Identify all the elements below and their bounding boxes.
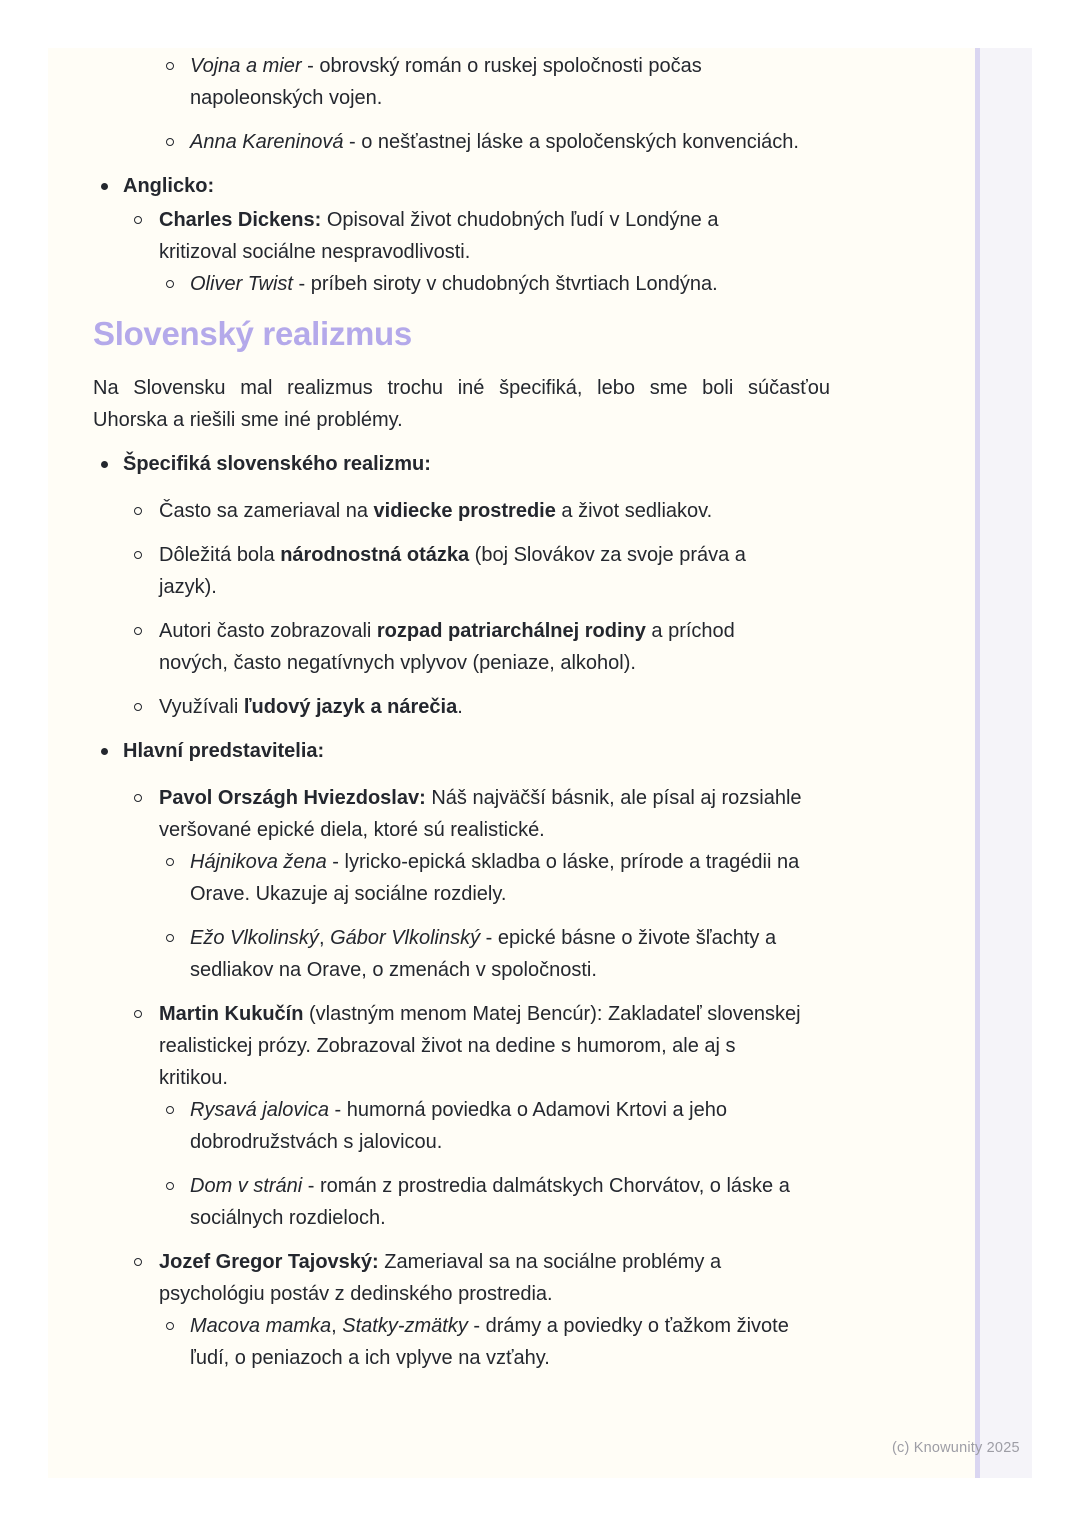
text-line [190,1094,905,1126]
text-line [159,236,905,268]
list-item [123,998,905,1234]
list-item [159,268,905,300]
bullet-list-l2 [123,782,905,1374]
italic-title: Ežo Vlkolinský [190,927,319,949]
list-item [123,204,905,300]
circle-bullet-icon [134,1258,142,1266]
text-line [159,814,905,846]
bullet-list-l2 [123,204,905,300]
list-item [123,495,905,527]
circle-bullet-icon [166,1106,174,1114]
text-line [190,1126,905,1158]
italic-title: Rysavá jalovica [190,1099,329,1121]
text-span: - príbeh siroty v chudobných štvrtiach Londýna. [292,273,718,295]
text-span: Využívali [159,696,244,718]
italic-title: Hájnikova žena [190,851,327,873]
text-span: a príchod [645,620,735,642]
text-span: a život sedliakov. [555,500,713,522]
bold-text: Špecifiká slovenského realizmu: [123,453,431,475]
text-span: Náš najväčší básnik, ale písal aj rozsiahle [425,787,802,809]
italic-title: Dom v stráni [190,1175,303,1197]
page-content [48,48,975,1478]
text-span: - lyricko-epická skladba o láske, prírode a tragédii na [326,851,800,873]
text-line [190,954,905,986]
text-span: Autori často zobrazovali [159,620,377,642]
list-item [159,1170,905,1234]
text-line [190,1342,905,1374]
text-line [159,204,905,236]
text-line [159,782,905,814]
text-span: veršované epické diela, ktoré sú realistické. [159,819,545,841]
text-span: . [457,696,463,718]
bullet-list-l3 [159,846,905,986]
list-item [123,691,905,723]
paragraph-line: Na Slovensku mal realizmus trochu iné špecifiká, lebo sme boli súčasťou [93,377,830,399]
text-span: realistickej prózy. Zobrazoval život na dedine s humorom, ale aj s [159,1035,736,1057]
text-span: - humorná poviedka o Adamovi Krtovi a jeho [328,1099,727,1121]
bullet-icon [101,183,108,190]
list-item [159,1310,905,1374]
text-line [190,50,905,82]
text-span: Často sa zameriaval na [159,500,374,522]
text-span: psychológiu postáv z dedinského prostredia. [159,1283,553,1305]
text-span: Dôležitá bola [159,544,281,566]
text-span: (boj Slovákov za svoje práva a [469,544,746,566]
text-line [190,126,905,158]
bold-text: Pavol Országh Hviezdoslav: [159,787,426,809]
bullet-list-l3 [159,50,905,158]
bold-text: Jozef Gregor Tajovský: [159,1251,379,1273]
text-span: kritizoval sociálne nespravodlivosti. [159,241,471,263]
section-heading: Slovenský realizmus [93,315,412,352]
bullet-list-l3 [159,268,905,300]
text-span: - epické básne o živote šľachty a [480,927,777,949]
text-line [190,1310,905,1342]
text-line [123,735,905,767]
italic-title: Anna Kareninová [190,131,344,153]
bullet-icon [101,748,108,755]
circle-bullet-icon [166,934,174,942]
text-line [159,539,905,571]
list-item [159,846,905,910]
text-span: - román z prostredia dalmátskych Chorvátov, o láske a [302,1175,790,1197]
list-item [123,539,905,603]
text-span: kritikou. [159,1067,228,1089]
text-span: Orave. Ukazuje aj sociálne rozdiely. [190,883,507,905]
bullet-list-l1 [93,448,905,1374]
list-item [159,922,905,986]
text-line [159,998,905,1030]
circle-bullet-icon [166,138,174,146]
circle-bullet-icon [166,280,174,288]
paragraph [93,372,830,436]
text-line [190,922,905,954]
bullet-list-l3 [159,1310,905,1374]
circle-bullet-icon [134,1010,142,1018]
list-item [159,50,905,114]
list-item [93,735,905,1374]
bold-text: Martin Kukučín [159,1003,304,1025]
text-span: nových, často negatívnych vplyvov (peniaze, alkohol). [159,652,636,674]
circle-bullet-icon [134,507,142,515]
text-span: , [331,1315,343,1337]
text-span: , [318,927,331,949]
italic-title: Oliver Twist [190,273,293,295]
circle-bullet-icon [166,1182,174,1190]
circle-bullet-icon [134,627,142,635]
text-span: Zameriaval sa na sociálne problémy a [378,1251,722,1273]
bold-text: vidiecke prostredie [373,500,556,522]
text-line [190,878,905,910]
text-span: - obrovský román o ruskej spoločnosti počas [301,55,702,77]
bullet-list-l1 [93,170,905,300]
text-span: - o nešťastnej láske a spoločenských konvenciách. [343,131,799,153]
list-item [159,1094,905,1158]
text-span: (vlastným menom Matej Bencúr): Zakladateľ slovenskej [303,1003,801,1025]
italic-title: Statky-zmätky [342,1315,468,1337]
text-line [190,82,905,114]
text-span: napoleonských vojen. [190,87,383,109]
circle-bullet-icon [134,703,142,711]
text-line [190,1170,905,1202]
text-line [159,1278,905,1310]
text-span: - drámy a poviedky o ťažkom živote [467,1315,789,1337]
text-line [190,846,905,878]
text-line [159,1246,905,1278]
paragraph-line: Uhorska a riešili sme iné problémy. [93,409,403,431]
bullet-icon [101,461,108,468]
list-item [123,782,905,986]
circle-bullet-icon [134,794,142,802]
circle-bullet-icon [166,858,174,866]
list-item [123,1246,905,1374]
text-line [159,691,905,723]
italic-title: Gábor Vlkolinský [330,927,481,949]
bold-text: národnostná otázka [280,544,470,566]
circle-bullet-icon [166,1322,174,1330]
side-panel-strip [980,48,1032,1478]
text-span: Opisoval život chudobných ľudí v Londýne a [321,209,719,231]
bullet-list-l3 [159,1094,905,1234]
list-item [159,126,905,158]
text-line [190,268,905,300]
circle-bullet-icon [134,216,142,224]
circle-bullet-icon [166,62,174,70]
text-span: sociálnych rozdieloch. [190,1207,386,1229]
bold-text: ľudový jazyk a nárečia [243,696,458,718]
bold-text: Anglicko: [123,175,215,197]
text-span: sedliakov na Orave, o zmenách v spoločnosti. [190,959,597,981]
watermark: (c) Knowunity 2025 [892,1440,1020,1456]
document-card [48,48,1032,1478]
italic-title: Vojna a mier [190,55,302,77]
text-line [159,1030,905,1062]
bold-text: Hlavní predstavitelia: [123,740,325,762]
bold-text: Charles Dickens: [159,209,322,231]
text-line [159,1062,905,1094]
circle-bullet-icon [134,551,142,559]
text-span: jazyk). [159,576,217,598]
text-line [159,647,905,679]
bold-text: rozpad patriarchálnej rodiny [376,620,646,642]
text-span: dobrodružstvách s jalovicou. [190,1131,443,1153]
text-line [159,615,905,647]
list-item [93,448,905,723]
text-line [123,448,905,480]
text-line [123,170,905,202]
text-line [190,1202,905,1234]
list-item [123,615,905,679]
italic-title: Macova mamka [190,1315,332,1337]
text-line [159,571,905,603]
list-item [93,170,905,300]
bullet-list-l2 [123,495,905,723]
text-span: ľudí, o peniazoch a ich vplyve na vzťahy. [190,1347,550,1369]
text-line [159,495,905,527]
